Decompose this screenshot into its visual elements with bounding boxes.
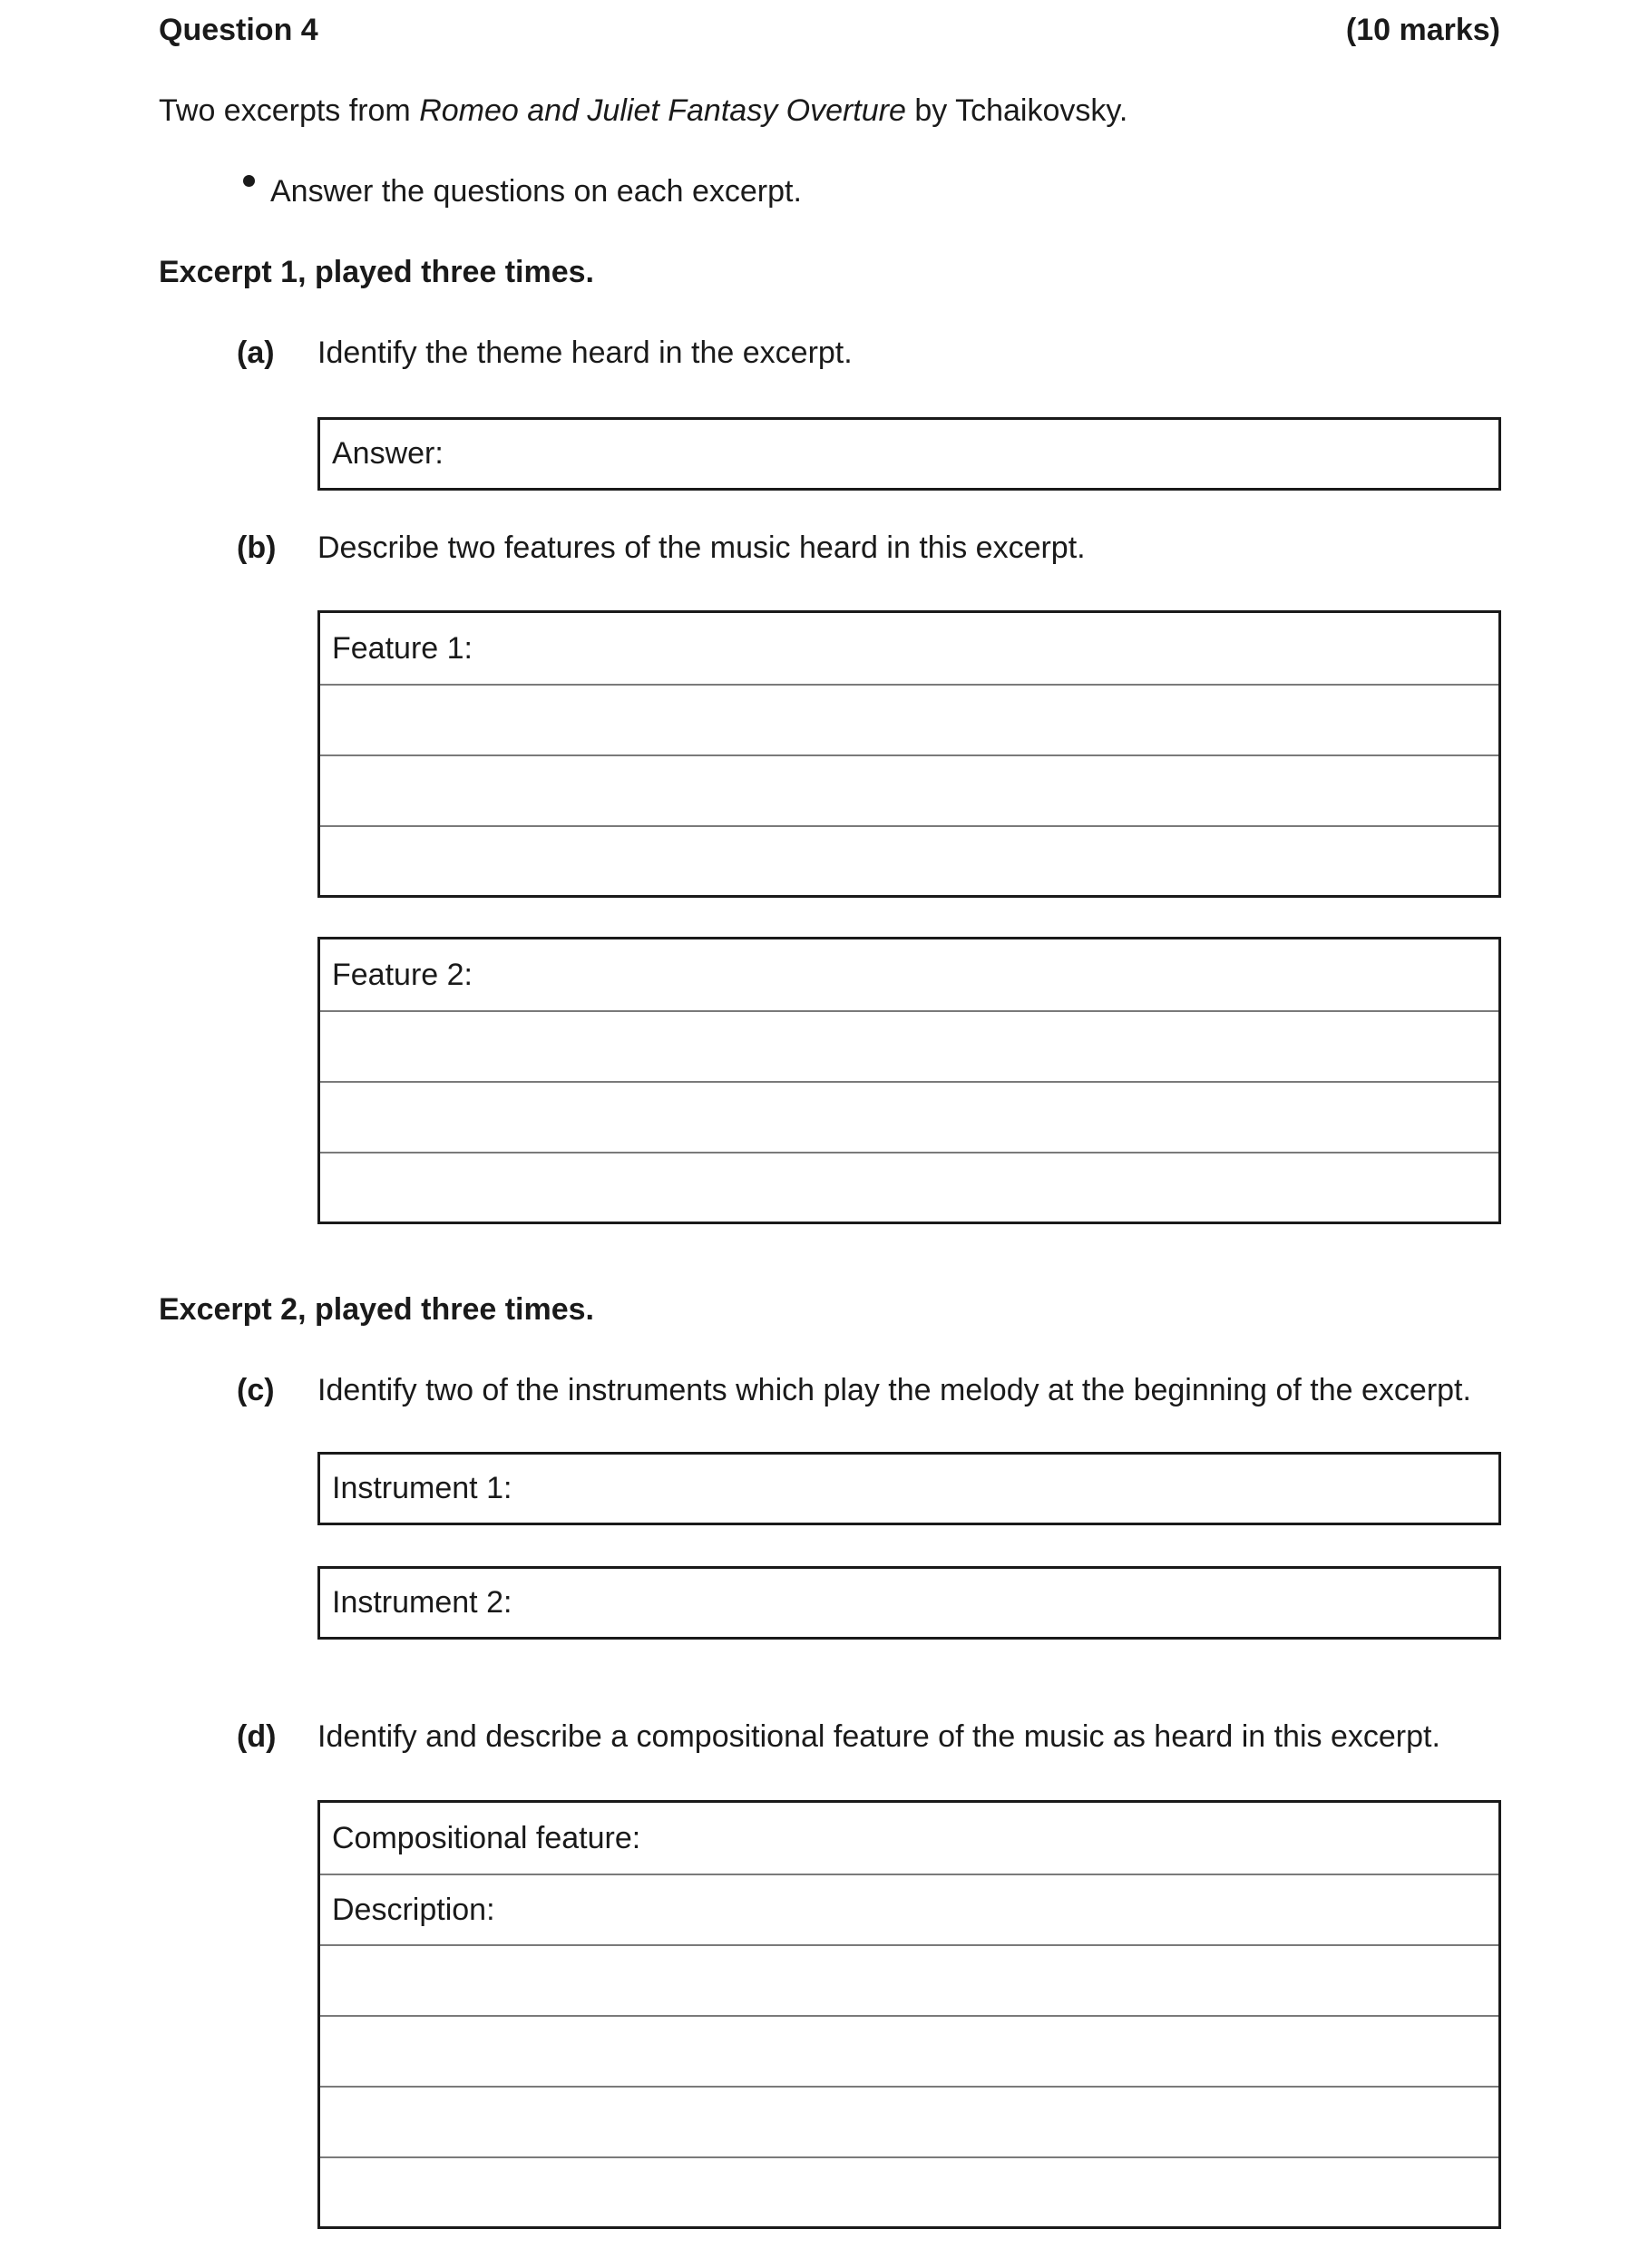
answer-a-label: Answer: <box>332 436 444 471</box>
excerpt1-heading: Excerpt 1, played three times. <box>159 255 594 289</box>
compositional-feature-box[interactable] <box>317 1800 1501 2229</box>
answer-box-a[interactable] <box>317 417 1501 491</box>
description-line[interactable] <box>320 2086 1498 2156</box>
intro-before: Two excerpts from <box>159 93 420 128</box>
feature2-line[interactable] <box>320 1081 1498 1152</box>
feature2-box[interactable] <box>317 937 1501 1224</box>
description-line[interactable] <box>320 1944 1498 2015</box>
feature1-line[interactable] <box>320 825 1498 895</box>
work-title: Romeo and Juliet Fantasy Overture <box>419 93 906 128</box>
feature1-line[interactable] <box>320 684 1498 754</box>
feature1-line[interactable] <box>320 613 1498 684</box>
feature2-line[interactable] <box>320 939 1498 1010</box>
description-line[interactable] <box>320 1874 1498 1944</box>
description-line[interactable] <box>320 2015 1498 2086</box>
description-line[interactable] <box>320 2156 1498 2226</box>
instrument1-box[interactable] <box>317 1452 1501 1525</box>
intro-after: by Tchaikovsky. <box>905 93 1128 128</box>
feature2-line[interactable] <box>320 1152 1498 1222</box>
instrument2-field[interactable] <box>320 1569 1498 1637</box>
part-b-label: (b) <box>237 530 277 565</box>
feature1-label: Feature 1: <box>332 630 473 666</box>
excerpt2-heading: Excerpt 2, played three times. <box>159 1292 594 1327</box>
instrument2-box[interactable] <box>317 1566 1501 1640</box>
instrument2-label: Instrument 2: <box>332 1585 512 1620</box>
instrument1-label: Instrument 1: <box>332 1471 512 1505</box>
question-title: Question 4 <box>159 13 318 47</box>
bullet-dot-icon <box>243 175 255 187</box>
intro-text <box>159 93 1127 129</box>
question-marks: (10 marks) <box>1345 13 1500 47</box>
part-c-label: (c) <box>237 1373 275 1407</box>
part-d-label: (d) <box>237 1719 277 1754</box>
instruction-bullet: Answer the questions on each excerpt. <box>270 174 802 209</box>
answer-a-field[interactable] <box>320 420 1498 488</box>
part-b-question: Describe two features of the music heard in this excerpt. <box>317 530 1086 565</box>
feature1-line[interactable] <box>320 754 1498 825</box>
compositional-feature-label: Compositional feature: <box>332 1820 641 1855</box>
part-a-label: (a) <box>237 336 275 370</box>
feature2-line[interactable] <box>320 1010 1498 1081</box>
part-d-question: Identify and describe a compositional feature of the music as heard in this excerpt. <box>317 1719 1440 1754</box>
feature2-label: Feature 2: <box>332 957 473 992</box>
feature1-box[interactable] <box>317 610 1501 898</box>
compositional-feature-line[interactable] <box>320 1803 1498 1874</box>
instrument1-field[interactable] <box>320 1455 1498 1523</box>
description-label: Description: <box>332 1892 495 1927</box>
part-a-question: Identify the theme heard in the excerpt. <box>317 336 853 370</box>
part-c-question: Identify two of the instruments which play the melody at the beginning of the excerpt. <box>317 1373 1471 1407</box>
